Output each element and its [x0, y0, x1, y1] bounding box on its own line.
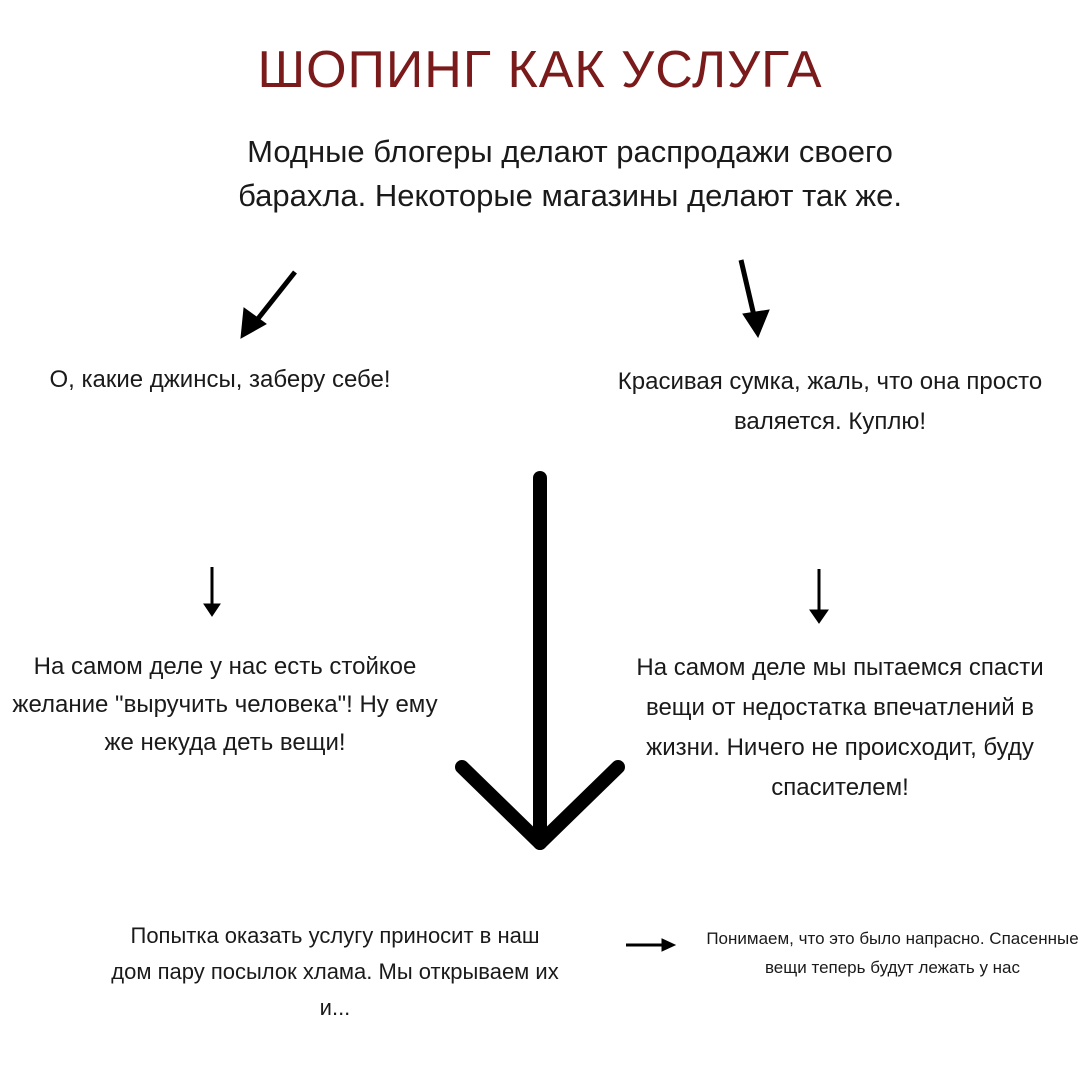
arrow-right-icon — [626, 939, 675, 951]
conclusion-text: Понимаем, что это было напрасно. Спасенные вещи теперь будут лежать у нас — [706, 929, 1079, 977]
arrow-down-left-icon — [241, 272, 295, 338]
left-reaction-text: О, какие джинсы, заберу себе! — [49, 366, 391, 393]
arrow-down-right-icon — [741, 260, 769, 337]
left-reality-text: На самом деле у нас есть стойкое желание "выручить человека"! Ну ему же некуда деть вещи! — [12, 653, 438, 756]
arrow-down-icon-left — [204, 567, 220, 616]
big-arrow-down-icon — [462, 478, 618, 843]
page-title: ШОПИНГ КАК УСЛУГА — [257, 41, 823, 99]
right-reaction-text: Красивая сумка, жаль, что она просто валяется. Куплю! — [617, 368, 1043, 435]
outcome-text: Попытка оказать услугу приносит в наш дом пару посылок хлама. Мы открываем их и... — [111, 923, 559, 1020]
intro-text: Модные блогеры делают распродажи своего барахла. Некоторые магазины делают так же. — [238, 134, 902, 213]
right-reality-text: На самом деле мы пытаемся спасти вещи от недостатка впечатлений в жизни. Ничего не происходит, буду спасителем! — [636, 654, 1044, 801]
arrow-down-icon-right — [810, 569, 828, 623]
